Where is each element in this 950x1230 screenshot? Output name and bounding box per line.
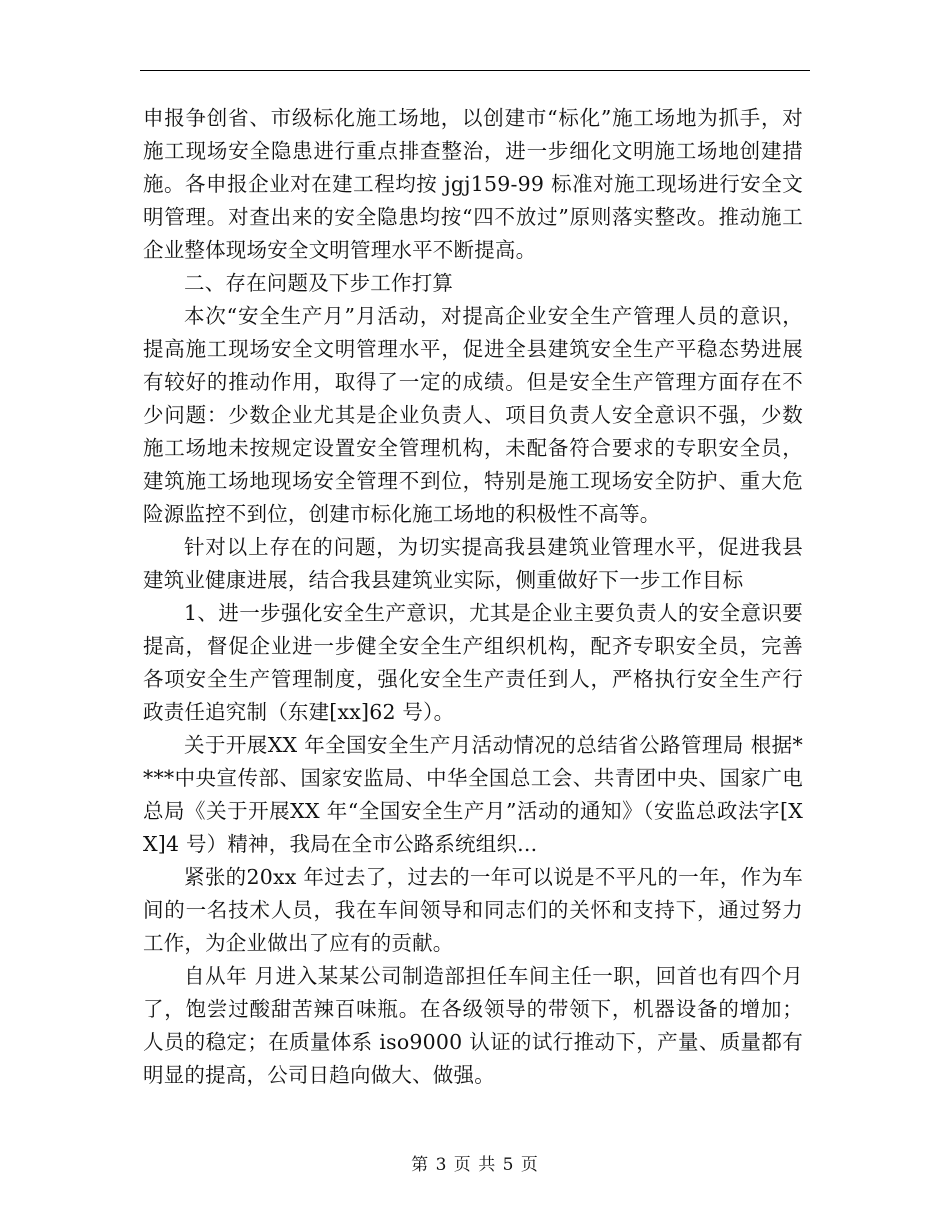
page-number: 第 3 页 共 5 页 (411, 1155, 539, 1175)
document-body (143, 102, 803, 1092)
paragraph: 关于开展XX 年全国安全生产月活动情况的总结省公路管理局 根据****中央宣传部、国家安监局、中华全国总工会、共青团中央、国家广电总局《关于开展XX 年“全国安全生产月”活动的通知》（安监总政法字[XX]4 号）精神，我局在全市公路系统组织... (143, 733, 803, 856)
paragraph: 针对以上存在的问题，为切实提高我县建筑业管理水平，促进我县建筑业健康进展，结合我县建筑业实际，侧重做好下一步工作目标 (143, 535, 803, 592)
paragraph: 紧张的20xx 年过去了，过去的一年可以说是不平凡的一年，作为车间的一名技术人员，我在车间领导和同志们的关怀和支持下，通过努力工作，为企业做出了应有的贡献。 (143, 865, 803, 955)
paragraph: 本次“安全生产月”月活动，对提高企业安全生产管理人员的意识，提高施工现场安全文明管理水平，促进全县建筑安全生产平稳态势进展有较好的推动作用，取得了一定的成绩。但是安全生产管理方面存在不少问题：少数企业尤其是企业负责人、项目负责人安全意识不强，少数施工场地未按规定设置安全管理机构，未配备符合要求的专职安全员，建筑施工场地现场安全管理不到位，特别是施工现场安全防护、重大危险源监控不到位，创建市标化施工场地的积极性不高等。 (143, 304, 803, 526)
section-heading: 二、存在问题及下步工作打算 (184, 271, 454, 295)
paragraph: 自从年 月进入某某公司制造部担任车间主任一职，回首也有四个月了，饱尝过酸甜苦辣百味瓶。在各级领导的带领下，机器设备的增加；人员的稳定；在质量体系 iso9000 认证的试行推动下，产量、质量都有明显的提高，公司日趋向做大、做强。 (143, 964, 803, 1087)
paragraph: 1、进一步强化安全生产意识，尤其是企业主要负责人的安全意识要提高，督促企业进一步健全安全生产组织机构，配齐专职安全员，完善各项安全生产管理制度，强化安全生产责任到人，严格执行安全生产行政责任追究制（东建[xx]62 号）。 (143, 601, 803, 724)
header-rule (140, 70, 810, 71)
paragraph: 申报争创省、市级标化施工场地，以创建市“标化”施工场地为抓手，对施工现场安全隐患进行重点排查整治，进一步细化文明施工场地创建措施。各申报企业对在建工程均按 jgj159-99 标准对施工现场进行安全文明管理。对查出来的安全隐患均按“四不放过”原则落实整改。推动施工企业整体现场安全文明管理水平不断提高。 (143, 106, 803, 262)
